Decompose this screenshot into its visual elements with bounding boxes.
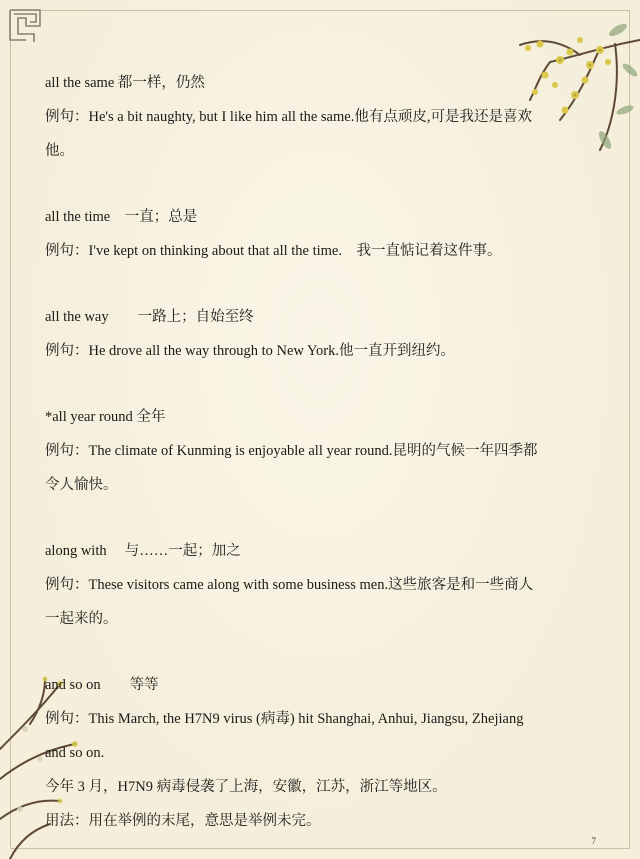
phrase-heading: *all year round 全年 [45, 409, 166, 425]
example-sentence: 例句：I've kept on thinking about that all the time. 我一直惦记着这件事。 [45, 243, 502, 259]
phrase-heading: all the way 一路上；自始至终 [45, 309, 254, 325]
example-sentence: 例句：He drove all the way through to New York.他一直开到纽约。 [45, 343, 455, 359]
example-continuation: 令人愉快。 [45, 477, 118, 493]
page-number: 7 [591, 836, 596, 846]
phrase-heading: all the time 一直；总是 [45, 209, 198, 225]
entry-along-with [45, 534, 600, 636]
example-continuation: 他。 [45, 143, 74, 159]
example-sentence: 例句：The climate of Kunming is enjoyable all year round.昆明的气候一年四季都 [45, 443, 538, 459]
phrase-list [45, 66, 600, 838]
entry-all-the-way [45, 300, 600, 368]
phrase-heading: all the same 都一样，仍然 [45, 75, 205, 91]
entry-and-so-on [45, 668, 600, 838]
corner-ornament-icon [4, 4, 48, 48]
example-continuation: and so on. [45, 745, 105, 761]
example-continuation: 一起来的。 [45, 611, 118, 627]
example-translation: 今年 3 月，H7N9 病毒侵袭了上海，安徽，江苏，浙江等地区。 [45, 779, 447, 795]
entry-all-the-same [45, 66, 600, 168]
example-sentence: 例句：These visitors came along with some business men.这些旅客是和一些商人 [45, 577, 534, 593]
phrase-heading: along with 与……一起；加之 [45, 543, 241, 559]
entry-all-year-round [45, 400, 600, 502]
example-sentence: 例句：He's a bit naughty, but I like him all the same.他有点顽皮,可是我还是喜欢 [45, 109, 532, 125]
phrase-heading: and so on 等等 [45, 677, 159, 693]
usage-note: 用法：用在举例的末尾，意思是举例未完。 [45, 813, 321, 829]
example-sentence: 例句：This March, the H7N9 virus (病毒) hit Shanghai, Anhui, Jiangsu, Zhejiang [45, 711, 524, 727]
entry-all-the-time [45, 200, 600, 268]
